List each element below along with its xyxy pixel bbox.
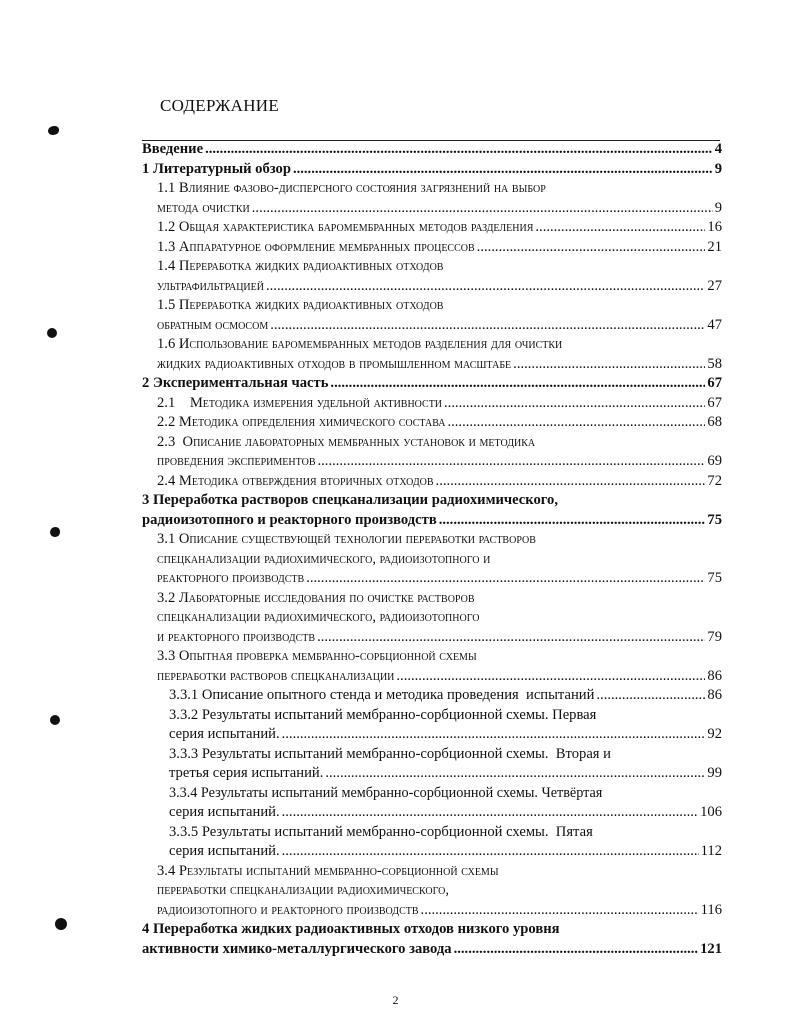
toc-entry-line: 1.4 Переработка жидких радиоактивных отходов	[157, 258, 444, 274]
page-title: СОДЕРЖАНИЕ	[160, 96, 280, 115]
toc-entry-line: спецканализации радиохимического, радиоизотопного	[157, 609, 480, 625]
toc-entry[interactable]: Введение ..... 4	[142, 140, 722, 160]
toc-entry-line: 3.3.3 Результаты испытаний мембранно-сорбционной схемы. Вторая и	[169, 745, 611, 762]
toc-entry-line: 3.3 Опытная проверка мембранно-сорбционной схемы	[157, 648, 477, 664]
toc-entry-line: переработки спецканализации радиохимического,	[157, 882, 450, 898]
toc-entry[interactable]: серия испытаний. ..... 106	[142, 803, 722, 823]
toc-entry[interactable]: радиоизотопного и реакторного производств ..... 75	[142, 511, 722, 531]
toc-entry[interactable]: и реакторного производств ..... 79	[142, 628, 722, 648]
toc-entry-line: 3 Переработка растворов спецканализации радиохимического,	[142, 492, 559, 508]
toc-entry[interactable]: реакторного производств ..... 75	[142, 569, 722, 589]
ink-blot	[50, 715, 60, 725]
toc-entry[interactable]: жидких радиоактивных отходов в промышленном масштабе ..... 58	[142, 355, 722, 375]
toc-entry-line: 3.3.4 Результаты испытаний мембранно-сорбционной схемы. Четвёртая	[169, 784, 603, 801]
toc-entry-line: 3.2 Лабораторные исследования по очистке растворов	[157, 589, 475, 606]
toc-entry[interactable]: 1.2 Общая характеристика баромембранных методов разделения ..... 16	[142, 218, 722, 238]
toc-entry[interactable]: радиоизотопного и реакторного производств ..... 116	[142, 901, 722, 921]
toc-entry[interactable]: 2.4 Методика отверждения вторичных отходов ..... 72	[142, 472, 722, 492]
toc-entry[interactable]: серия испытаний. ..... 92	[142, 725, 722, 745]
toc-entry[interactable]: 1.3 Аппаратурное оформление мембранных процессов ..... 21	[142, 238, 722, 258]
toc-entry[interactable]: 3.3.1 Описание опытного стенда и методика проведения испытаний ..... 86	[142, 686, 722, 706]
page-number: 2	[392, 993, 399, 1007]
toc-entry[interactable]: метода очистки ..... 9	[142, 199, 722, 219]
toc-entry-line: 3.4 Результаты испытаний мембранно-сорбционной схемы	[157, 862, 499, 879]
table-of-contents	[142, 140, 722, 959]
toc-entry[interactable]: третья серия испытаний. ..... 99	[142, 764, 722, 784]
toc-entry[interactable]: ультрафильтрацией ..... 27	[142, 277, 722, 297]
toc-entry-line: спецканализации радиохимического, радиоизотопного и	[157, 550, 491, 567]
toc-entry[interactable]: 1 Литературный обзор ..... 9	[142, 160, 722, 180]
toc-entry-line: 2.3 Описание лабораторных мембранных установок и методика	[157, 433, 536, 450]
toc-entry[interactable]: переработки растворов спецканализации ..... 86	[142, 667, 722, 687]
ink-blot	[47, 328, 57, 338]
toc-entry[interactable]: серия испытаний. ..... 112	[142, 842, 722, 862]
toc-entry-line: 1.6 Использование баромембранных методов разделения для очистки	[157, 336, 563, 352]
ink-blot	[55, 918, 67, 930]
ink-blot	[50, 527, 60, 537]
toc-entry[interactable]: 2.1 Методика измерения удельной активности ..... 67	[142, 394, 722, 414]
toc-entry[interactable]: 2.2 Методика определения химического состава ..... 68	[142, 413, 722, 433]
toc-entry[interactable]: активности химико-металлургического завода ..... 121	[142, 940, 722, 960]
toc-entry[interactable]: 2 Экспериментальная часть ..... 67	[142, 374, 722, 394]
toc-entry-line: 4 Переработка жидких радиоактивных отходов низкого уровня	[142, 921, 560, 937]
toc-entry[interactable]: обратным осмосом ..... 47	[142, 316, 722, 336]
toc-entry[interactable]: проведения экспериментов ..... 69	[142, 452, 722, 472]
toc-entry-line: 3.3.5 Результаты испытаний мембранно-сорбционной схемы. Пятая	[169, 823, 593, 840]
toc-entry-line: 3.1 Описание существующей технологии переработки растворов	[157, 531, 536, 547]
toc-entry-line: 1.1 Влияние фазово-дисперсного состояния загрязнений на выбор	[157, 180, 546, 196]
ink-blot	[48, 126, 59, 135]
toc-entry-line: 3.3.2 Результаты испытаний мембранно-сорбционной схемы. Первая	[169, 706, 597, 723]
toc-entry-line: 1.5 Переработка жидких радиоактивных отходов	[157, 297, 444, 313]
